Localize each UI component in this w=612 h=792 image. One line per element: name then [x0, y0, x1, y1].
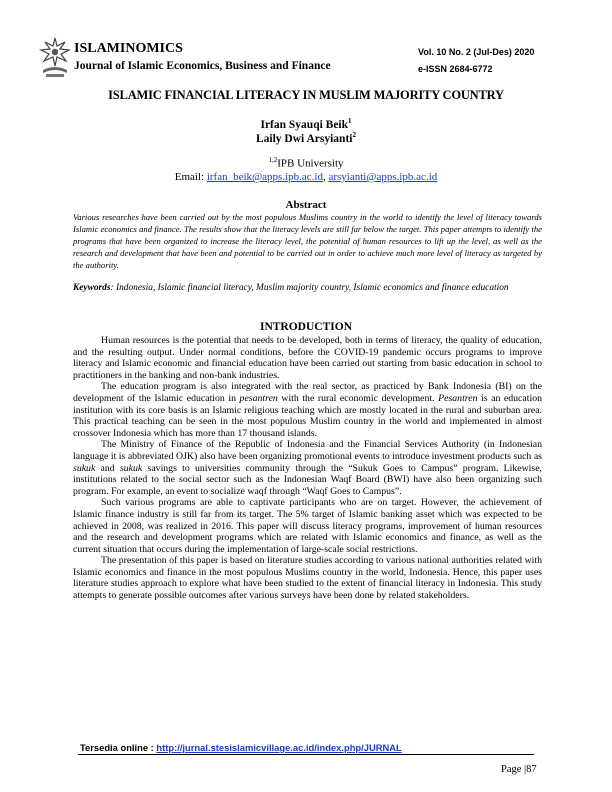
footer-label: Tersedia online :: [80, 742, 157, 753]
p2-text-a: The education program is also integrated with the real sector, as practiced by Bank Indonesia (BI) on the development of the Islamic education in: [73, 381, 542, 404]
author-2-name: Laily Dwi Arsyianti: [256, 132, 353, 145]
affiliation-sup: 1,2: [268, 156, 278, 164]
author-1-name: Irfan Syauqi Beik: [260, 118, 349, 131]
volume-info: Vol. 10 No. 2 (Jul-Des) 2020: [418, 47, 535, 57]
keywords-label: Keywords: [73, 283, 111, 293]
footer-url-link[interactable]: http://jurnal.stesislamicvillage.ac.id/index.php/JURNAL: [156, 742, 402, 753]
journal-name: ISLAMINOMICS: [74, 41, 183, 56]
p3-italic-2: sukuk: [119, 462, 143, 474]
email-line: [60, 171, 552, 183]
keywords: [73, 282, 542, 294]
p2-text-b: with the rural economic development.: [277, 392, 439, 404]
author-1-sup: 1: [348, 117, 352, 125]
affiliation-name: IPB University: [277, 157, 344, 170]
paragraph-1: Human resources is the potential that needs to be developed, both in terms of literacy, the quality of education, and the resulting output. Under normal conditions, before the COVID-19 pandemic occurs programs to improve literacy and Islamic economic and financial education have been carried out starting from basic education in school to practitioners in the banking and non-bank industries.: [73, 335, 542, 381]
p3-text-a: The Ministry of Finance of the Republic of Indonesia and the Financial Services Authority (in Indonesian language it is abbreviated OJK) also have been organizing promotional events to introduce investment products such as: [73, 439, 542, 462]
p2-italic-2: Pesantren: [438, 392, 478, 404]
stamp-logo-icon: [38, 36, 72, 80]
abstract-heading: Abstract: [285, 199, 327, 211]
introduction-heading: INTRODUCTION: [259, 321, 352, 333]
paragraph-3: [73, 439, 542, 497]
p3-italic-1: sukuk: [73, 462, 96, 474]
journal-subtitle: Journal of Islamic Economics, Business and Finance: [74, 60, 331, 72]
email-label: Email:: [174, 171, 207, 183]
footer-divider: [78, 754, 534, 755]
p3-text-b: and: [95, 462, 120, 474]
email-link-2[interactable]: arsyianti@apps.ipb.ac.id: [328, 171, 438, 183]
p2-text-c: is an education institution with its core basis is an Islamic religious teaching which are mostly located in the rural and suburban area. This practical teaching can be seen in the most populous Muslim country in the world and implemented in almost crossover Indonesia which has more than 17 thousand islands.: [73, 392, 542, 439]
author-2-sup: 2: [352, 131, 356, 139]
affiliation: [60, 156, 552, 170]
email-separator: ,: [322, 171, 329, 183]
introduction-body: [73, 335, 542, 602]
p2-italic-1: pesantren: [239, 392, 278, 404]
paragraph-5: The presentation of this paper is based on literature studies according to various national authorities related with Islamic economics and finance in the most populous Muslims country in the world, Indonesia. Hence, this paper uses literature studies approach to explore what have been studied to the extent of financial literacy in Indonesia. This study attempts to generate possible outcomes after various surveys have been done by related stakeholders.: [73, 555, 542, 602]
issn-info: e-ISSN 2684-6772: [418, 64, 493, 74]
paragraph-2: [73, 381, 542, 439]
paragraph-4: Such various programs are able to captivate participants who are on target. However, the achievement of Islamic finance industry is still far from its target. The 5% target of Islamic banking asset which was expected to be achieved in 2008, was realized in 2016. This paper will discuss literacy programs, improvement of human resources and the research and development programs which are related with Islamic economics and finance, as well as the current situation that occurs during the implementation of large-scale social restrictions.: [73, 497, 542, 555]
email-link-1[interactable]: irfan_beik@apps.ipb.ac.id: [206, 171, 323, 183]
abstract-text: Various researches have been carried out by the most populous Muslims country in the world to identify the level of literacy towards Islamic economics and finance. The results show that the literacy levels are still far below the target. This paper attempts to identify the programs that have been organized to increase the literacy level, the potential of human resources to lift up the level, as well as the research and development that have been and potential to be carried out in order to achieve much more level of literacy as targeted by the authority.: [73, 212, 542, 270]
footer-availability: [80, 742, 402, 753]
p3-text-c: savings to universities community through the “Sukuk Goes to Campus” program. Likewise, institutions related to the social sector such as the Indonesian Waqf Board (BWI) have also been organizing such program. For example, an event to socialize waqf through “Waqf Goes to Campus”.: [73, 462, 543, 497]
page-number: Page |87: [501, 764, 537, 775]
author-2: [60, 131, 552, 145]
paper-title: ISLAMIC FINANCIAL LITERACY IN MUSLIM MAJORITY COUNTRY: [108, 88, 504, 102]
keywords-list: : Indonesia, Islamic financial literacy, Muslim majority country, Islamic economics and finance education: [110, 283, 509, 293]
author-1: [60, 117, 552, 131]
